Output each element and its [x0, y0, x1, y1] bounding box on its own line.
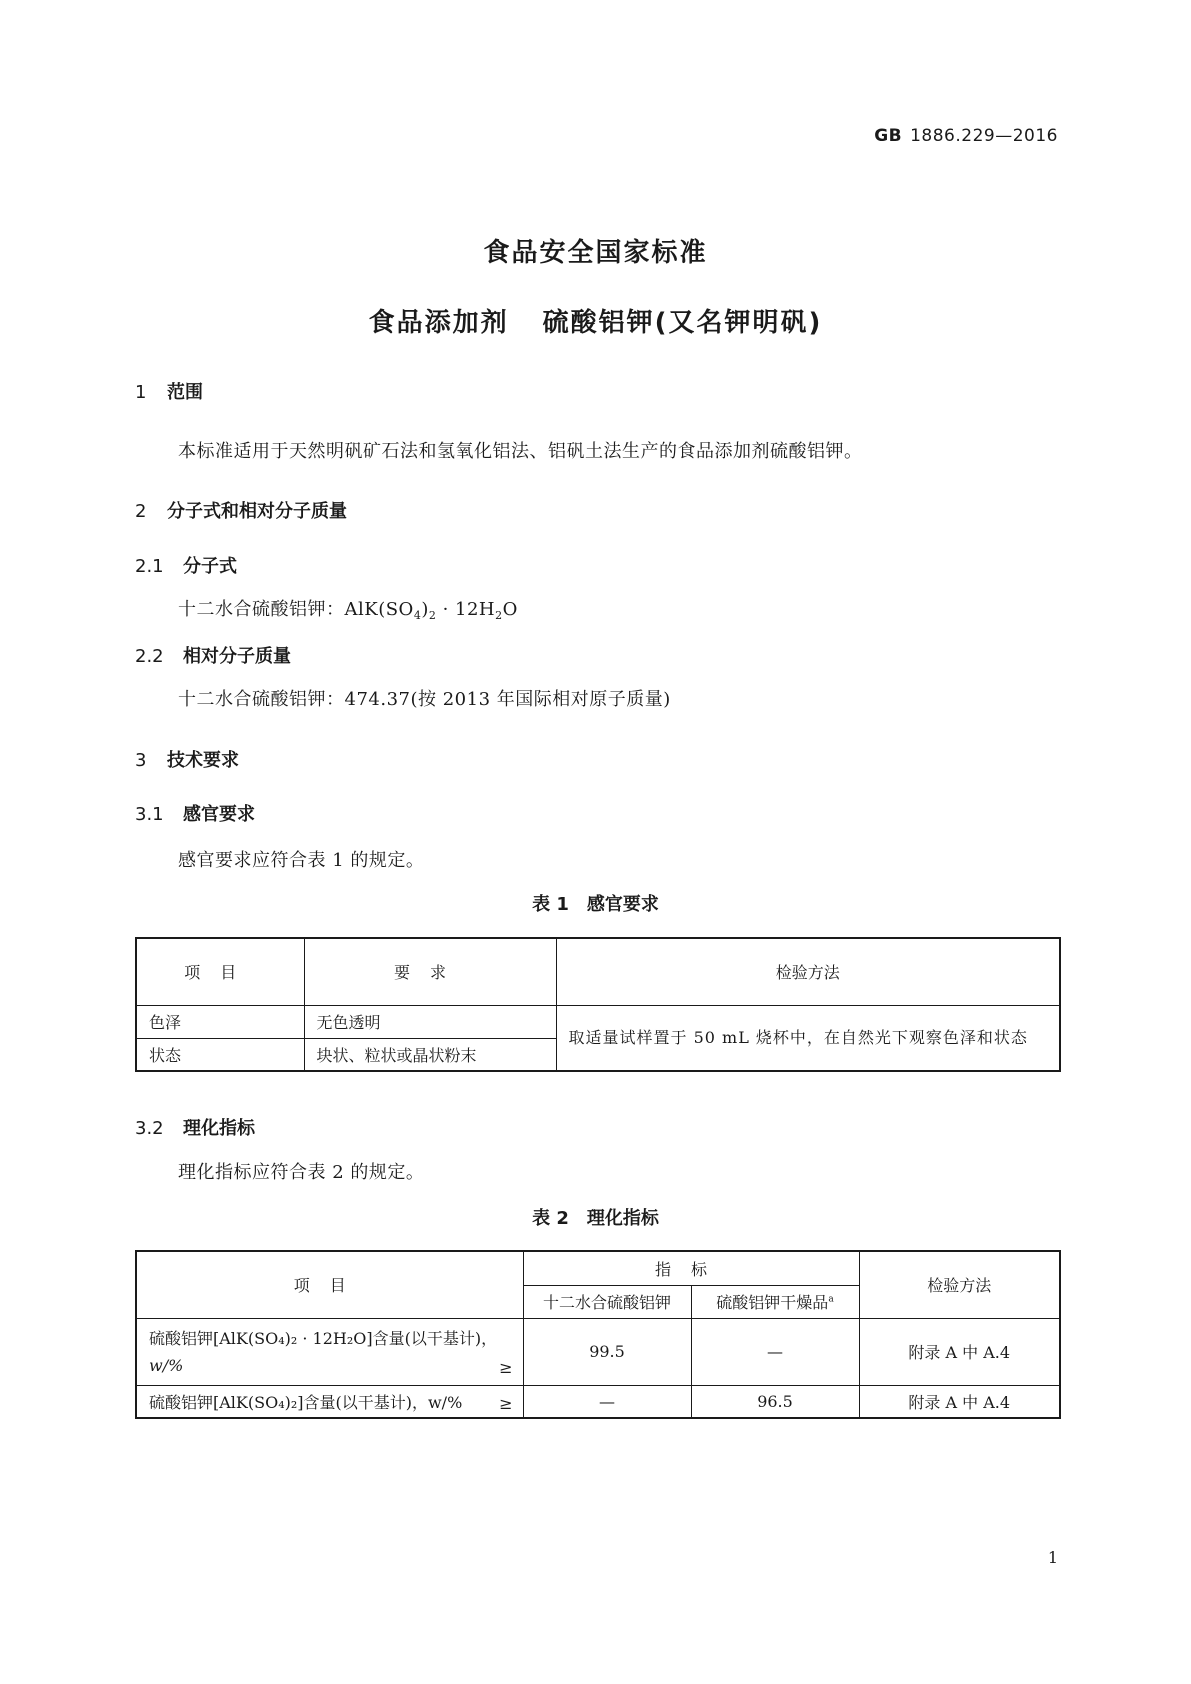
header-method: 检验方法 — [556, 938, 1060, 1005]
section-2-1-heading: 2.1 分子式 — [135, 556, 237, 577]
table-row — [136, 1005, 1060, 1038]
geq-sign: ≥ — [499, 1357, 513, 1377]
section-1-text: 本标准适用于天然明矾矿石法和氢氧化铝法、铝矾土法生产的食品添加剂硫酸铝钾。 — [178, 441, 863, 462]
table-header-row — [136, 938, 1060, 1005]
standard-prefix: GB — [874, 126, 903, 146]
value-dried: 96.5 — [691, 1385, 859, 1418]
row-item: 硫酸铝钾[AlK(SO₄)₂ · 12H₂O]含量(以干基计)， w/% ≥ — [136, 1318, 523, 1385]
value-dried: — — [691, 1318, 859, 1385]
header-index: 指标 — [523, 1251, 859, 1285]
test-method: 取适量试样置于 50 mL 烧杯中，在自然光下观察色泽和状态 — [556, 1005, 1060, 1071]
value-dodecahydrate: 99.5 — [523, 1318, 691, 1385]
section-3-2-heading: 3.2 理化指标 — [135, 1118, 255, 1139]
molecular-mass: 十二水合硫酸铝钾：474.37(按 2013 年国际相对原子质量) — [178, 689, 671, 710]
subtitle-right: 硫酸铝钾(又名钾明矾) — [542, 308, 823, 338]
table-header-row — [136, 1251, 1060, 1285]
section-2-heading: 2 分子式和相对分子质量 — [135, 501, 347, 522]
subtitle-left: 食品添加剂 — [368, 308, 509, 338]
table-1-caption: 表 1 感官要求 — [532, 894, 659, 915]
row-method: 附录 A 中 A.4 — [859, 1385, 1060, 1418]
document-title: 食品安全国家标准 — [483, 238, 708, 268]
header-item: 项目 — [136, 1251, 523, 1318]
geq-sign: ≥ — [499, 1394, 513, 1413]
row-item: 硫酸铝钾[AlK(SO₄)₂]含量(以干基计)，w/% ≥ — [136, 1385, 523, 1418]
row-requirement: 块状、粒状或晶状粉末 — [304, 1038, 556, 1071]
standard-code — [874, 126, 1058, 146]
subheader-dodecahydrate: 十二水合硫酸铝钾 — [523, 1285, 691, 1318]
header-requirement: 要求 — [304, 938, 556, 1005]
table-row — [136, 1318, 1060, 1385]
standard-number: 1886.229—2016 — [910, 126, 1058, 146]
header-method: 检验方法 — [859, 1251, 1060, 1318]
physicochemical-table — [135, 1250, 1061, 1419]
subheader-dried: 硫酸铝钾干燥品$^a$ — [691, 1285, 859, 1318]
value-dodecahydrate: — — [523, 1385, 691, 1418]
section-3-1-heading: 3.1 感官要求 — [135, 804, 255, 825]
sensory-requirements-table — [135, 937, 1061, 1072]
section-3-2-text: 理化指标应符合表 2 的规定。 — [178, 1162, 425, 1183]
page-number: 1 — [1047, 1548, 1058, 1567]
table-2-caption: 表 2 理化指标 — [532, 1208, 659, 1229]
row-item: 状态 — [136, 1038, 304, 1071]
row-method: 附录 A 中 A.4 — [859, 1318, 1060, 1385]
section-3-heading: 3 技术要求 — [135, 750, 239, 771]
molecular-formula: 十二水合硫酸铝钾：$AlK(SO_4)_2 \cdot 12H_2O$ — [178, 599, 518, 622]
header-item: 项目 — [136, 938, 304, 1005]
section-2-2-heading: 2.2 相对分子质量 — [135, 646, 291, 667]
table-row — [136, 1385, 1060, 1418]
document-subtitle — [0, 302, 1191, 339]
row-requirement: 无色透明 — [304, 1005, 556, 1038]
row-item: 色泽 — [136, 1005, 304, 1038]
section-3-1-text: 感官要求应符合表 1 的规定。 — [178, 850, 425, 871]
section-1-heading: 1 范围 — [135, 382, 203, 403]
